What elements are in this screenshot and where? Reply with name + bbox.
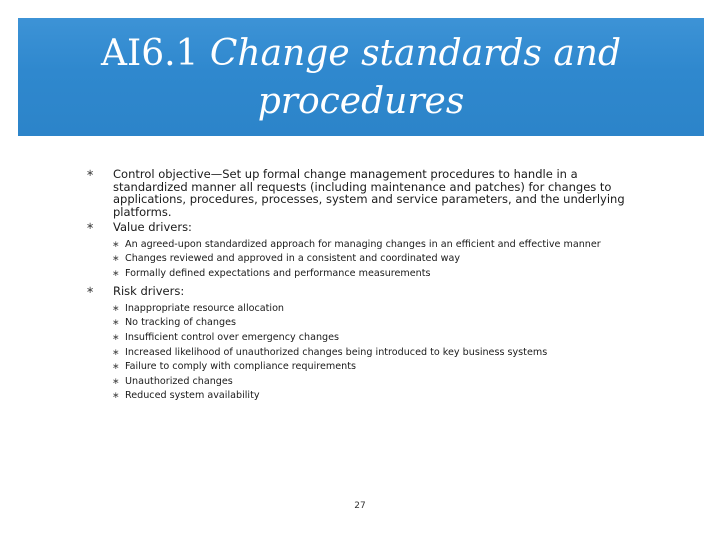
list-item-text: An agreed-upon standardized approach for managing changes in an efficient and effective manner (125, 238, 601, 250)
list-item (112, 389, 646, 404)
bullet-icon: ∗ (112, 376, 120, 387)
bullet-text: Value drivers: (113, 220, 192, 234)
list-item (112, 331, 646, 346)
bullet-icon: ∗ (86, 221, 95, 232)
bullet-icon: ∗ (112, 362, 120, 373)
list-item (112, 267, 646, 282)
bullet-icon: ∗ (86, 168, 95, 179)
list-item-text: Changes reviewed and approved in a consistent and coordinated way (125, 253, 461, 265)
list-item-text: Formally defined expectations and performance measurements (125, 267, 431, 279)
bullet-icon: ∗ (112, 268, 120, 279)
list-item-text: Reduced system availability (125, 390, 260, 402)
bullet-risk-drivers (86, 285, 646, 298)
bullet-icon: ∗ (112, 332, 120, 343)
slide-body (86, 168, 646, 408)
list-item-text: No tracking of changes (125, 317, 236, 329)
bullet-icon: ∗ (112, 239, 120, 250)
page-number: 27 (354, 501, 366, 511)
list-item-text: Insufficient control over emergency changes (125, 331, 340, 343)
title-text: Change standards and procedures (209, 33, 622, 122)
list-item (112, 252, 646, 267)
list-item (112, 375, 646, 390)
bullet-icon: ∗ (112, 303, 120, 314)
bullet-control-objective (86, 168, 646, 218)
list-item-text: Failure to comply with compliance requirements (125, 361, 356, 373)
value-drivers-list (112, 238, 646, 282)
list-item (112, 302, 646, 317)
list-item (112, 346, 646, 361)
list-item-text: Inappropriate resource allocation (125, 302, 285, 314)
list-item-text: Unauthorized changes (125, 375, 233, 387)
bullet-icon: ∗ (112, 318, 120, 329)
bullet-icon: ∗ (112, 254, 120, 265)
list-item (112, 238, 646, 253)
slide-title (18, 30, 704, 126)
bullet-icon: ∗ (112, 347, 120, 358)
bullet-icon: ∗ (112, 391, 120, 402)
risk-drivers-list (112, 302, 646, 404)
bullet-icon: ∗ (86, 285, 95, 297)
list-item (112, 316, 646, 331)
bullet-text: Control objective—Set up formal change management procedures to handle in a standardized manner all requests (including maintenance and patches) for changes to applications, procedures, processes, system and service parameters, and the underlying platforms. (113, 167, 625, 219)
list-item-text: Increased likelihood of unauthorized changes being introduced to key business systems (125, 346, 548, 358)
bullet-text: Risk drivers: (113, 284, 185, 299)
title-number: AI6.1 (100, 33, 210, 74)
list-item (112, 360, 646, 375)
bullet-value-drivers (86, 221, 646, 234)
